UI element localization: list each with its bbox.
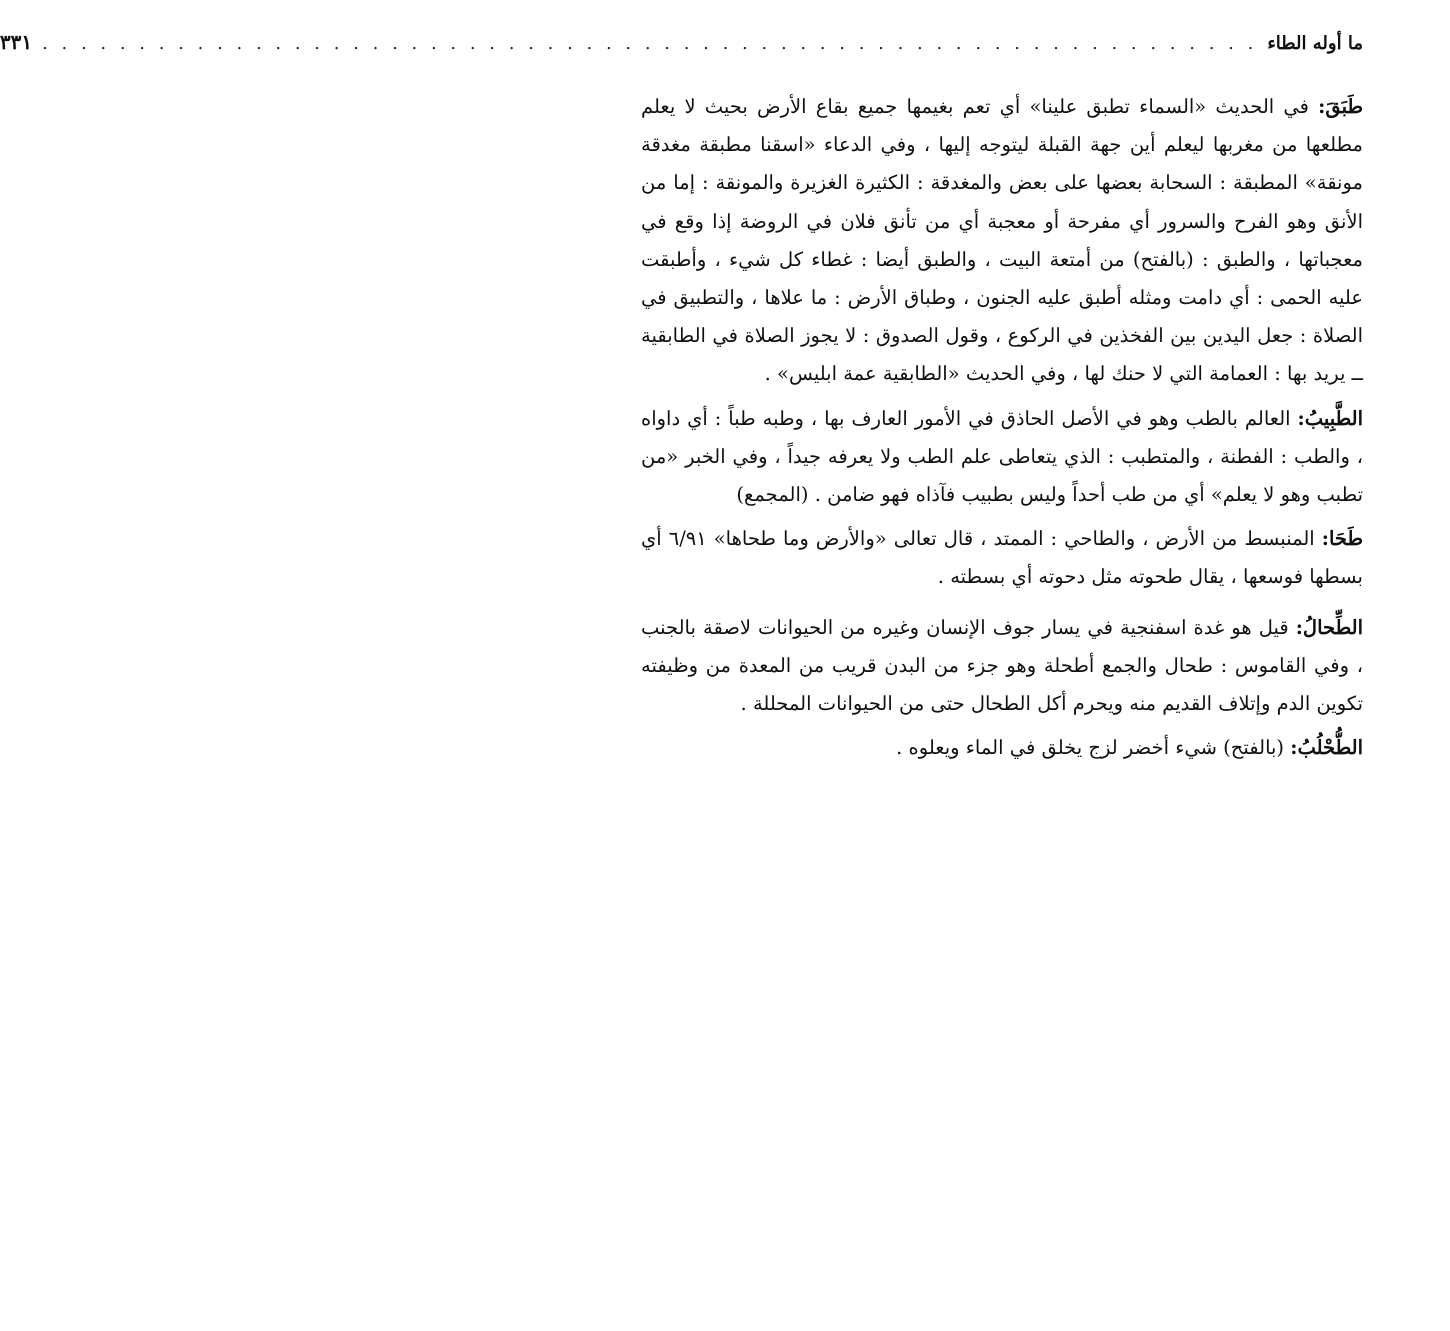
book-page	[0, 30, 1363, 773]
running-header	[0, 30, 1363, 70]
entry-text: المنبسط من الأرض ، والطاحي : الممتد ، قال تعالى «والأرض وما طحاها» ٦/٩١ أي بسطها فوسعها ، يقال طحوته مثل دحوته أي بسطته .	[641, 527, 1363, 589]
dictionary-entry	[641, 88, 1363, 394]
dictionary-entry	[641, 400, 1363, 515]
dictionary-entry	[641, 609, 1363, 724]
entry-term: طَحَا:	[1321, 527, 1363, 551]
entry-term: الطَّبِيبُ:	[1297, 406, 1363, 430]
entry-term: الطُّحْلُبُ:	[1290, 736, 1363, 760]
page-number: ٣٣١	[0, 30, 33, 54]
section-title: ما أوله الطاء	[1267, 33, 1363, 54]
entry-text: قيل هو غدة اسفنجية في يسار جوف الإنسان وغيره من الحيوانات لاصقة بالجنب ، وفي القاموس : طحال والجمع أطحلة وهو جزء من البدن قريب من المعدة من وظيفته تكوين الدم وإتلاف القديم منه ويحرم أكل الطحال حتى من الحيوانات المحللة .	[641, 615, 1363, 716]
entry-text: العالم بالطب وهو في الأصل الحاذق في الأمور العارف بها ، وطبه طباً : أي داواه ، والطب : الفطنة ، والمتطبب : الذي يتعاطى علم الطب ولا يعرفه جيداً ، وفي الخبر «من تطبب وهو لا يعلم» أي من طب أحداً وليس بطبيب فآذاه فهو ضامن . (المجمع)	[641, 406, 1363, 507]
entry-text: في الحديث «السماء تطبق علينا» أي تعم بغيمها جميع بقاع الأرض بحيث لا يعلم مطلعها من مغربها ليعلم أين جهة القبلة ليتوجه إليها ، وفي الدعاء «اسقنا مطبقة مغدقة مونقة» المطبقة : السحابة بعضها على بعض والمغدقة : الكثيرة الغزيرة والمونقة : إما من الأنق وهو الفرح والسرور أي مفرحة أو معجبة أي من تأنق فلان في الروضة إذا وقع في معجباتها ، والطبق : (بالفتح) من أمتعة البيت ، والطبق أيضا : غطاء كل شيء ، وأطبقت عليه الحمى : أي دامت ومثله أطبق عليه الجنون ، وطباق الأرض : ما علاها ، والتطبيق في الصلاة : جعل اليدين بين الفخذين في الركوع ، وقول الصدوق : لا يجوز الصلاة في الطابقية ــ يريد بها : العمامة التي لا حنك لها ، وفي الحديث «الطابقية عمة ابليس» .	[641, 95, 1363, 386]
dictionary-entry	[641, 520, 1363, 596]
page-body	[641, 88, 1363, 767]
leader-dots: . . . . . . . . . . . . . . . . . . . . . . . . . . . . . . . . . . . . . . . . . . . . . . . . . . . . . . . . . . . . . . .	[42, 33, 1258, 54]
dictionary-entry	[641, 729, 1363, 767]
entry-term: الطِّحالُ:	[1295, 615, 1363, 639]
entry-term: طَبَقَ:	[1318, 95, 1363, 118]
entry-text: (بالفتح) شيء أخضر لزج يخلق في الماء ويعلوه .	[896, 736, 1291, 760]
